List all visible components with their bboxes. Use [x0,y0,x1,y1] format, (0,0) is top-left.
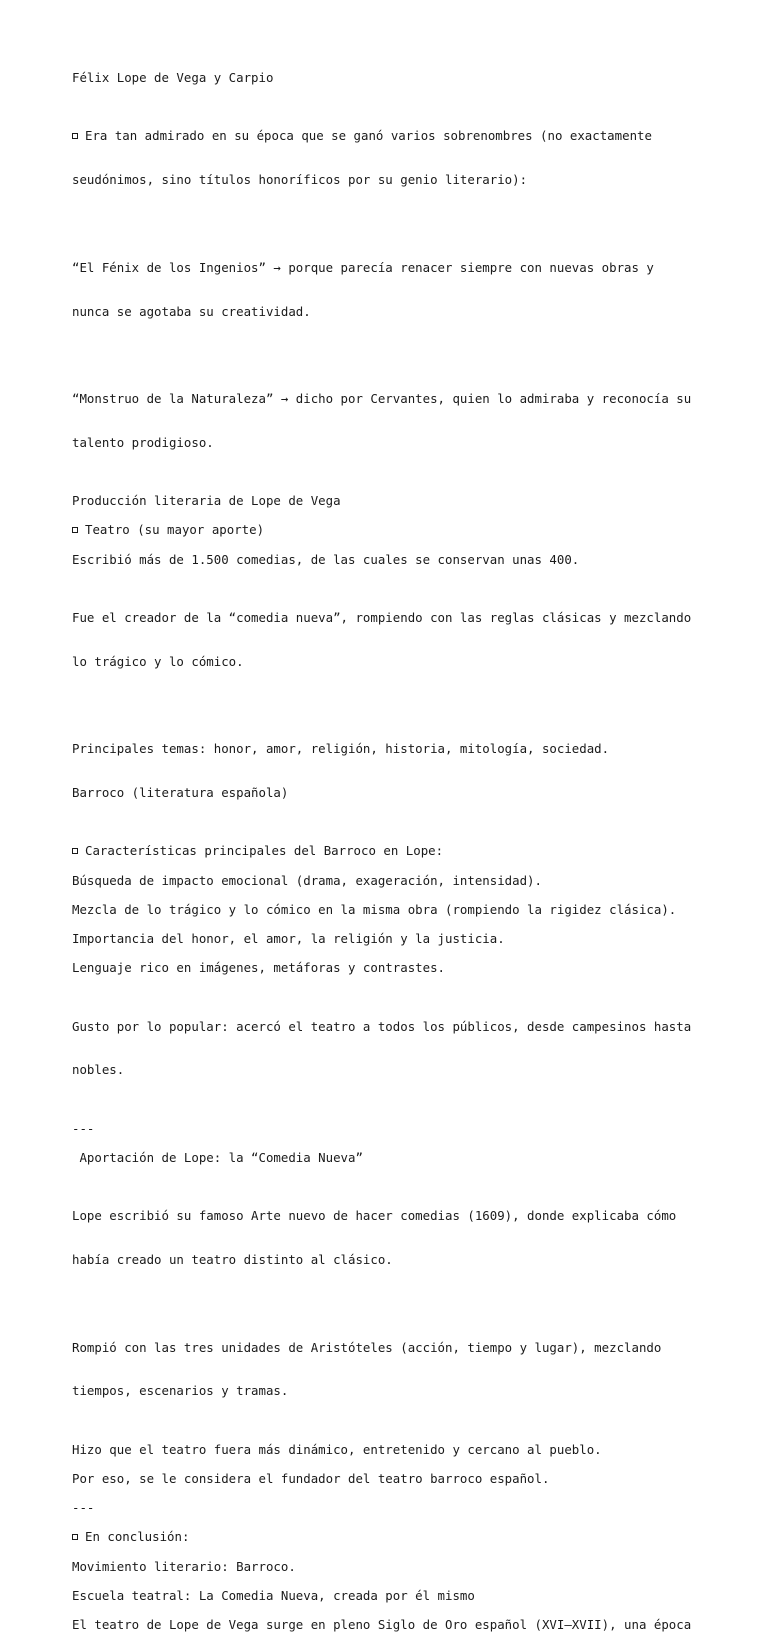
monstruo-paragraph [72,363,708,480]
separator-1: --- [72,1120,95,1136]
intro-paragraph [72,100,708,217]
produccion-heading: Producción literaria de Lope de Vega [72,493,341,509]
temas-line-2: Barroco (literatura española) [72,785,289,801]
square-bullet-icon [72,1534,78,1540]
creador-line-2: lo trágico y lo cómico. [72,653,244,669]
aportacion-heading: Aportación de Lope: la “Comedia Nueva” [72,1149,363,1165]
rompio-paragraph [72,1311,708,1428]
document-title: Félix Lope de Vega y Carpio [72,70,274,85]
fundador-paragraph: Por eso, se le considera el fundador del teatro barroco español. [72,1471,550,1486]
rompio-line-1: Rompió con las tres unidades de Aristóteles (acción, tiempo y lugar), mezclando [72,1339,662,1355]
gusto-paragraph [72,990,708,1107]
intro-line-2: seudónimos, sino títulos honoríficos por su genio literario): [72,172,528,188]
square-bullet-icon [72,133,78,139]
creador-line-1: Fue el creador de la “comedia nueva”, rompiendo con las reglas clásicas y mezclando [72,609,692,625]
dinamico-paragraph: Hizo que el teatro fuera más dinámico, entretenido y cercano al pueblo. [72,1441,602,1457]
escuela-paragraph: Escuela teatral: La Comedia Nueva, creada por él mismo [72,1587,475,1603]
gusto-line-2: nobles. [72,1062,125,1078]
comedias-paragraph: Escribió más de 1.500 comedias, de las cuales se conservan unas 400. [72,551,580,567]
separator-2: --- [72,1500,95,1516]
arte-nuevo-line-2: había creado un teatro distinto al clásico. [72,1252,393,1268]
fenix-line-2: nunca se agotaba su creatividad. [72,303,311,319]
rompio-line-2: tiempos, escenarios y tramas. [72,1383,289,1399]
fenix-paragraph [72,232,708,349]
teatro-heading: Teatro (su mayor aporte) [72,523,708,538]
fenix-line-1: “El Fénix de los Ingenios” → porque parecía renacer siempre con nuevas obras y [72,259,654,275]
conclusion-heading: En conclusión: [72,1530,708,1545]
caracteristicas-heading: Características principales del Barroco en Lope: [72,844,708,859]
movimiento-paragraph: Movimiento literario: Barroco. [72,1558,296,1574]
arte-nuevo-line-1: Lope escribió su famoso Arte nuevo de hacer comedias (1609), donde explicaba cómo [72,1208,677,1224]
mezcla-paragraph: Mezcla de lo trágico y lo cómico en la misma obra (rompiendo la rigidez clásica). [72,901,677,917]
creador-paragraph [72,582,708,699]
square-bullet-icon [72,527,78,533]
monstruo-line-2: talento prodigioso. [72,434,214,450]
importancia-paragraph: Importancia del honor, el amor, la religión y la justicia. [72,931,505,947]
siglo-oro-paragraph: El teatro de Lope de Vega surge en pleno Siglo de Oro español (XVI–XVII), una época [72,1616,692,1632]
square-bullet-icon [72,848,78,854]
gusto-line-1: Gusto por lo popular: acercó el teatro a todos los públicos, desde campesinos hasta [72,1018,692,1034]
busqueda-paragraph: Búsqueda de impacto emocional (drama, exageración, intensidad). [72,872,542,888]
temas-line-1: Principales temas: honor, amor, religión, historia, mitología, sociedad. [72,741,610,757]
intro-line-1: Era tan admirado en su época que se ganó varios sobrenombres (no exactamente [72,129,708,144]
temas-paragraph [72,713,708,830]
monstruo-line-1: “Monstruo de la Naturaleza” → dicho por Cervantes, quien lo admiraba y reconocía su [72,391,692,407]
lenguaje-paragraph: Lenguaje rico en imágenes, metáforas y contrastes. [72,960,445,976]
arte-nuevo-paragraph [72,1180,708,1297]
